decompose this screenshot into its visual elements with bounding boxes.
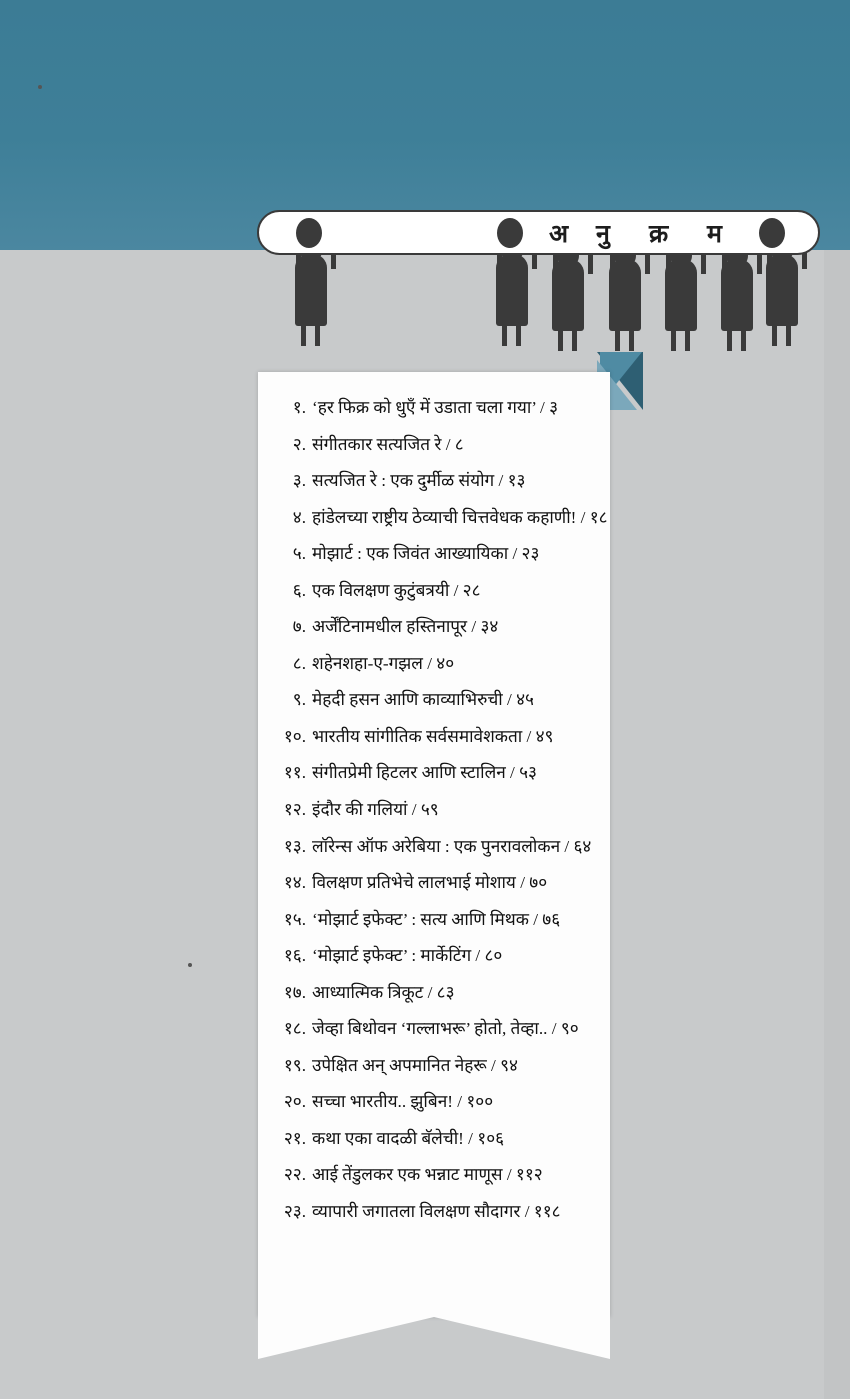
list-item[interactable]	[276, 1017, 594, 1040]
toc-entry: अर्जेंटिनामधील हस्तिनापूर / ३४	[312, 617, 499, 637]
toc-entry: एक विलक्षण कुटुंबत्रयी / २८	[312, 580, 481, 600]
toc-number: १२.	[283, 800, 306, 820]
figure-leg-right-icon	[786, 324, 791, 346]
toc-number: २०.	[283, 1092, 306, 1112]
list-item[interactable]	[276, 433, 594, 456]
toc-entry: ‘मोझार्ट इफेक्ट’ : सत्य आणि मिथक / ७६	[312, 909, 561, 929]
figure-leg-left-icon	[727, 329, 732, 351]
toc-entry: उपेक्षित अन् अपमानित नेहरू / ९४	[312, 1055, 518, 1075]
toc-number: ८.	[292, 653, 306, 673]
figure-leg-right-icon	[685, 329, 690, 351]
toc-entry: विलक्षण प्रतिभेचे लालभाई मोशाय / ७०	[312, 873, 548, 893]
toc-entry: लॉरेन्स ऑफ अरेबिया : एक पुनरावलोकन / ६४	[312, 836, 592, 856]
toc-entry: मेहदी हसन आणि काव्याभिरुची / ४५	[312, 690, 534, 710]
figure-leg-right-icon	[629, 329, 634, 351]
toc-number: १४.	[283, 873, 306, 893]
list-item[interactable]	[276, 1163, 594, 1186]
toc-entry: आई तेंडुलकर एक भन्नाट माणूस / ११२	[312, 1165, 543, 1185]
page-title-char-2: नु	[596, 221, 611, 248]
figure-leg-left-icon	[301, 324, 306, 346]
banner-dot-2-icon	[497, 218, 523, 248]
toc-number: १३.	[283, 836, 306, 856]
toc-number: २२.	[283, 1165, 306, 1185]
table-of-contents	[258, 372, 610, 1237]
list-item[interactable]	[276, 615, 594, 638]
toc-entry: भारतीय सांगीतिक सर्वसमावेशकता / ४९	[312, 726, 554, 746]
right-edge-shade	[824, 250, 850, 1399]
toc-number: १.	[292, 398, 306, 417]
toc-number: २१.	[283, 1128, 306, 1148]
toc-number: १०.	[283, 726, 306, 746]
toc-number: ११.	[283, 763, 306, 783]
chapter-title-banner	[257, 210, 820, 255]
banner-dot-3-icon	[759, 218, 785, 248]
list-item[interactable]	[276, 981, 594, 1004]
toc-number: ३.	[292, 471, 306, 491]
toc-number: १७.	[283, 982, 306, 1002]
toc-entry: संगीतप्रेमी हिटलर आणि स्टालिन / ५३	[312, 763, 537, 783]
list-item[interactable]	[276, 1090, 594, 1113]
toc-number: ४.	[292, 507, 306, 527]
list-item[interactable]	[276, 542, 594, 565]
page-title-char-4: म	[707, 221, 723, 248]
list-item[interactable]	[276, 835, 594, 858]
list-item[interactable]	[276, 506, 608, 529]
figure-leg-left-icon	[772, 324, 777, 346]
toc-number: २.	[292, 434, 306, 454]
toc-entry: व्यापारी जगातला विलक्षण सौदागर / ११८	[312, 1202, 561, 1222]
figure-leg-left-icon	[615, 329, 620, 351]
figure-leg-right-icon	[516, 324, 521, 346]
figure-leg-left-icon	[558, 329, 563, 351]
banner-dot-1-icon	[296, 218, 322, 248]
toc-entry: संगीतकार सत्यजित रे / ८	[312, 434, 464, 454]
figure-leg-left-icon	[671, 329, 676, 351]
toc-entry: जेव्हा बिथोवन ‘गल्लाभरू’ होतो, तेव्हा.. / ९०	[312, 1019, 579, 1039]
toc-entry: ‘मोझार्ट इफेक्ट’ : मार्केटिंग / ८०	[312, 946, 503, 966]
toc-entry: शहेनशहा-ए-गझल / ४०	[312, 653, 455, 673]
list-item[interactable]	[276, 688, 594, 711]
toc-number: १८.	[283, 1019, 306, 1039]
list-item[interactable]	[276, 1054, 594, 1077]
toc-entry: इंदौर की गलियां / ५९	[312, 800, 439, 820]
list-item[interactable]	[276, 725, 594, 748]
toc-entry: कथा एका वादळी बॅलेची! / १०६	[312, 1128, 505, 1148]
list-item[interactable]	[276, 652, 594, 675]
list-item[interactable]	[276, 1200, 594, 1223]
toc-entry: सत्यजित रे : एक दुर्मीळ संयोग / १३	[312, 471, 526, 491]
toc-number: १९.	[283, 1055, 306, 1075]
toc-entry: मोझार्ट : एक जिवंत आख्यायिका / २३	[312, 544, 540, 564]
figure-leg-right-icon	[741, 329, 746, 351]
list-item[interactable]	[276, 1127, 594, 1150]
figure-leg-right-icon	[572, 329, 577, 351]
toc-number: १५.	[283, 909, 306, 929]
contents-panel	[258, 372, 610, 1317]
page-title-char-1: अ	[549, 221, 570, 248]
page-title-char-3: क्र	[649, 221, 670, 248]
list-item[interactable]	[276, 871, 594, 894]
speck-top-left	[38, 85, 42, 89]
figure-leg-right-icon	[315, 324, 320, 346]
toc-entry: आध्यात्मिक त्रिकूट / ८३	[312, 982, 455, 1002]
toc-number: ७.	[292, 617, 306, 637]
list-item[interactable]	[276, 944, 594, 967]
toc-entry: ‘हर फिक्र को धुएँ में उडाता चला गया’ / ३	[312, 398, 559, 417]
speck-mid-left	[188, 963, 192, 967]
toc-number: ९.	[292, 690, 306, 710]
toc-number: ६.	[292, 580, 306, 600]
list-item[interactable]	[276, 469, 594, 492]
toc-number: २३.	[283, 1202, 306, 1222]
toc-number: ५.	[292, 544, 306, 564]
list-item[interactable]	[276, 908, 594, 931]
toc-number: १६.	[283, 946, 306, 966]
list-item[interactable]	[276, 798, 594, 821]
list-item[interactable]	[276, 761, 594, 784]
panel-bottom-notch	[258, 1317, 610, 1359]
toc-entry: सच्चा भारतीय.. झुबिन! / १००	[312, 1092, 494, 1112]
list-item[interactable]	[276, 396, 594, 419]
toc-entry: हांडेलच्या राष्ट्रीय ठेव्याची चित्तवेधक कहाणी! / १८	[312, 507, 608, 527]
list-item[interactable]	[276, 579, 594, 602]
figure-leg-left-icon	[502, 324, 507, 346]
